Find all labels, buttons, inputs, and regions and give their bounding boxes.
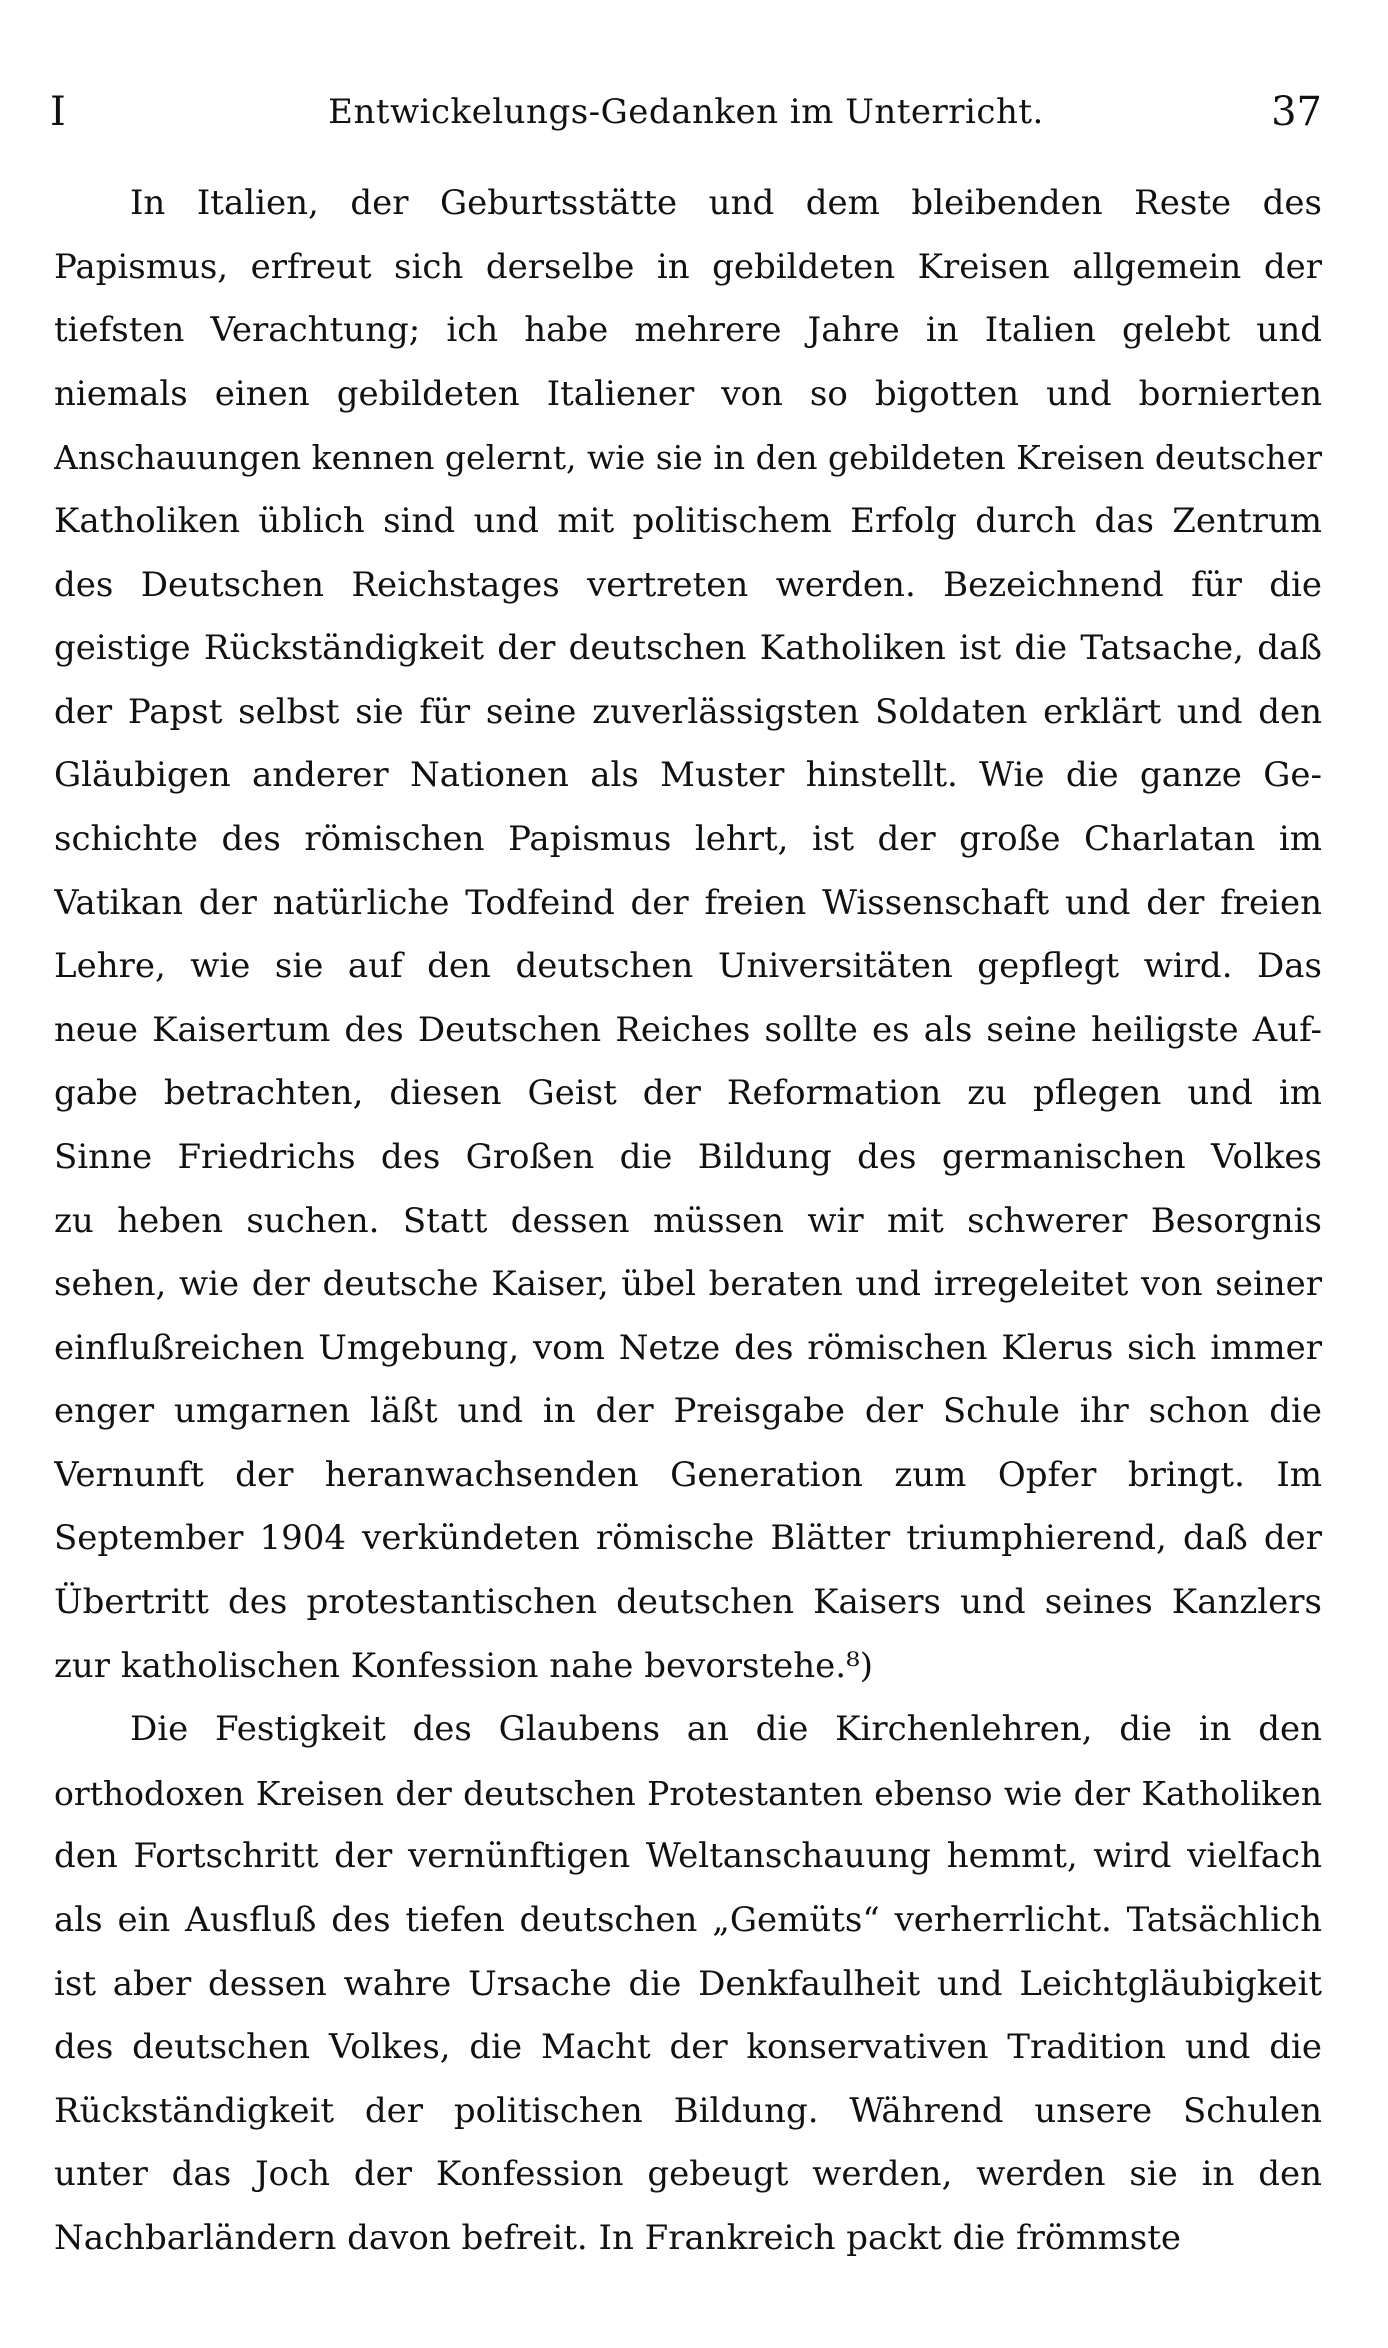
text-line: des Deutschen Reichstages vertreten werden. Bezeichnend für die [54, 564, 1322, 605]
text-line: enger umgarnen läßt und in der Preisgabe der Schule ihr schon die [54, 1391, 1322, 1432]
text-line: Übertritt des protestantischen deutschen Kaisers und seines Kanzlers [54, 1582, 1322, 1623]
text-line: Vatikan der natürliche Todfeind der freien Wissenschaft und der freien [54, 882, 1322, 923]
page-header [50, 88, 1322, 136]
text-line: Rückständigkeit der politischen Bildung. Während unsere Schulen [54, 2090, 1322, 2131]
text-line: neue Kaisertum des Deutschen Reiches sollte es als seine heiligste Auf- [54, 1009, 1322, 1050]
text-line: niemals einen gebildeten Italiener von so bigotten und bornierten [54, 373, 1322, 414]
text-line: Vernunft der heranwachsenden Generation zum Opfer bringt. Im [54, 1454, 1322, 1495]
text-line: Sinne Friedrichs des Großen die Bildung des germanischen Volkes [54, 1136, 1322, 1177]
text-line: ist aber dessen wahre Ursache die Denkfaulheit und Leichtgläubigkeit [54, 1963, 1322, 2004]
text-line: als ein Ausfluß des tiefen deutschen „Gemüts“ verherrlicht. Tatsächlich [54, 1900, 1322, 1941]
paragraph [54, 1698, 1322, 2270]
text-line: Katholiken üblich sind und mit politischem Erfolg durch das Zentrum [54, 500, 1322, 541]
text-line: einflußreichen Umgebung, vom Netze des römischen Klerus sich immer [54, 1327, 1322, 1368]
text-line: sehen, wie der deutsche Kaiser, übel beraten und irregeleitet von seiner [54, 1264, 1322, 1305]
paragraph [54, 172, 1322, 1698]
text-line: Papismus, erfreut sich derselbe in gebildeten Kreisen allgemein der [54, 246, 1322, 287]
text-line: geistige Rückständigkeit der deutschen Katholiken ist die Tatsache, daß [54, 628, 1322, 669]
page-number: 37 [1271, 89, 1322, 135]
text-line: Anschauungen kennen gelernt, wie sie in den gebildeten Kreisen deutscher [54, 438, 1322, 478]
text-line: schichte des römischen Papismus lehrt, ist der große Charlatan im [54, 818, 1322, 859]
text-line: gabe betrachten, diesen Geist der Reformation zu pflegen und im [54, 1073, 1322, 1114]
running-title: Entwickelungs-Gedanken im Unterricht. [328, 92, 1044, 132]
text-line: In Italien, der Geburtsstätte und dem bleibenden Reste des [130, 183, 1322, 223]
text-line: Gläubigen anderer Nationen als Muster hinstellt. Wie die ganze Ge- [54, 755, 1322, 796]
text-line: orthodoxen Kreisen der deutschen Protestanten ebenso wie der Katholiken [54, 1773, 1322, 1813]
text-line: Lehre, wie sie auf den deutschen Universitäten gepflegt wird. Das [54, 946, 1322, 987]
text-line: September 1904 verkündeten römische Blätter triumphierend, daß der [54, 1518, 1322, 1559]
text-line: zur katholischen Konfession nahe bevorstehe.⁸) [54, 1645, 874, 1686]
text-line: zu heben suchen. Statt dessen müssen wir mit schwerer Besorgnis [54, 1200, 1322, 1241]
text-line: des deutschen Volkes, die Macht der konservativen Tradition und die [54, 2027, 1322, 2068]
text-line: den Fortschritt der vernünftigen Weltanschauung hemmt, wird vielfach [54, 1836, 1322, 1877]
text-line: Die Festigkeit des Glaubens an die Kirchenlehren, die in den [130, 1709, 1322, 1750]
text-line: Nachbarländern davon befreit. In Frankreich packt die frömmste [54, 2218, 1182, 2258]
text-line: tiefsten Verachtung; ich habe mehrere Jahre in Italien gelebt und [54, 310, 1322, 351]
sheet-signature: I [50, 89, 66, 135]
text-line: unter das Joch der Konfession gebeugt werden, werden sie in den [54, 2154, 1322, 2195]
text-line: der Papst selbst sie für seine zuverlässigsten Soldaten erklärt und den [54, 691, 1322, 732]
body-text [54, 172, 1322, 2271]
